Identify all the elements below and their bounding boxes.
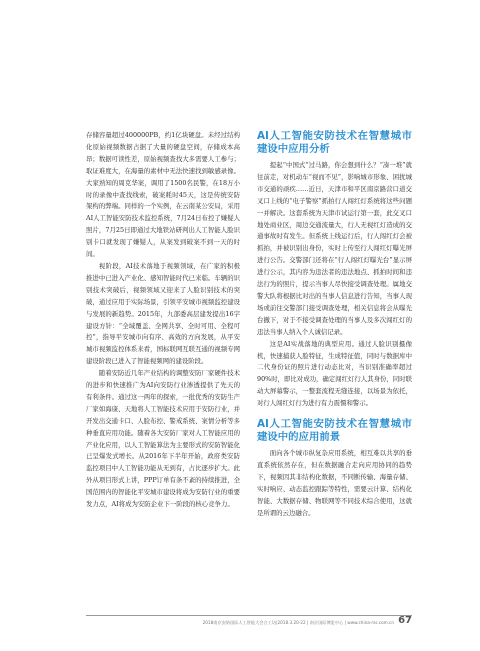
- body-paragraph: 存储容量超过400000PB，约1亿块硬盘。未经过结构化原始视频数据占据了大量的硬盘空间，存储成本高昂；数据可读性差，原始视频查找大多需要人工参与；取证难度大，在海量的素材中无法快速找到敏感录像。大家熟知的周克华案，调用了1500名民警，在18万小时的录像中查找线索，破案耗时45天，这是传统安防架构的弊端。同样的一个实例，在云南某公安局，采用AI人工智能安防技术监控系统，7月24日布控了嫌疑人照片，7月25日即通过大地铁站研判出人工智能人脸识别卡口就发现了嫌疑人，从案发到破案不到一天的时间。: [86, 131, 240, 259]
- body-paragraph: 随着安防近几年产业结构的调整安防厂家硬件技术的进步和快速推广为AI向安防行业渗透提供了先天的有利条件。通过这一两年的探索，一批优秀的安防生产厂家如海康、天地将人工智能技术应用于安防行业，并开发出交通卡口、人脸布控、警戒系统、案情分析等多种垂直应用功能。随着各大安防厂家对人工智能应用的产业化应用，以人工智能算法为主要形式的安防智能化已呈爆发式增长。从2016年下半年开始，政府类安防监控项目中人工智能功能从无到有，占比逐步扩大。此外从项目形式上讲，PPP订单有条不紊的持续推进，全国范围内的智能化平安城市建设将成为安防行业的重要发力点，AI将成为安防企业下一阶段的核心竞争力。: [86, 369, 240, 509]
- right-column: [257, 130, 412, 519]
- body-paragraph: 视阶段，AI技术落地于视频领域，在广家的积极推进中已进入产业化、感知智能时代已来临。车辆的识别技术突破后，视频领域又迎来了人脸识别技术的突破，通过应用于实际场景，引领平安城市视频监控建设与发展的新趋势。2015年，九部委高层建发提出16字建设方针：“全域覆盖、全网共享、全时可用、全程可控”，指导平安城市向有序、高效的方向发展，从平安城市视频监控体系来看，国标联网互联互通的视频专网建设阶段已进入了智能视频网的建设阶段。: [86, 261, 240, 366]
- body-paragraph: 这是AI实战落地的典型应用。通过人脸识别摄像机，快速捕获人脸特征，生成特征值，同时与数据库中二代身份证的照片进行动态比对，当识别准确率超过90%时，即比对成功，确定闯红灯行人其身份，同时联动大屏幕警示，一整套流程无缝连接，以场景为依托，对行人闯红灯行为进行有力震慑和警示。: [257, 339, 412, 408]
- page-footer: [86, 615, 412, 626]
- footer-text: 2018南京安防国际人工智能大会合工坊|2018.3.20-22 | 南京国际博览中心 | www.china-rss.com.cn: [202, 620, 394, 625]
- left-column: [86, 130, 240, 511]
- body-paragraph: 面向各个城市纵复杂应用系统，相互难以共享的垂直系统依然存在，但在数据融合走向应用协同的趋势下，视频因其非结构化数据，不同断传输、海量存储、实时响应、动态监控跟踪等特性，需要云计算、结构化智能、大数据存储、物联网等不同技术综合使用，这就是所谓的云边融合。: [257, 449, 412, 517]
- section-heading-application-prospects: AI人工智能安防技术在智慧城市建设中的应用前景: [257, 418, 412, 444]
- body-paragraph: 提起“中国式”过马路，你会想到什么？“凑一堆”就往前走，对机动车“视而不见”，影响城市形象、困扰城市交通的顽疾……近日，天津市和平区南京路营口道交叉口上线的“电子警察”抓拍行人闯红灯系统将这些问题一并解决。这套系统为天津市试运行第一套，此交叉口地处商业区，周边交通流量大，行人无视红灯造成的交通事故时有发生。但系统上线运行后，行人闯红灯会被抓拍，并被识别出身份，实时上传至行人闯红灯曝光屏进行公告。交警部门还将在“行人闯红灯曝光台”显示屏进行公示，其内容为违法者的违法地点、抓拍时间和违法行为的照片，提示当事人尽快接受调查处理。属地交警大队将根据比对出的当事人信息进行告知，当事人现场或前往交警部门接受调查处理，相关信息将会从曝光台撤下，对于不接受调查处理的当事人及多次闯红灯的违法当事人纳入个人诚信记录。: [257, 161, 412, 336]
- section-heading-application-analysis: AI人工智能安防技术在智慧城市建设中应用分析: [257, 130, 412, 155]
- page-number: 67: [398, 615, 412, 626]
